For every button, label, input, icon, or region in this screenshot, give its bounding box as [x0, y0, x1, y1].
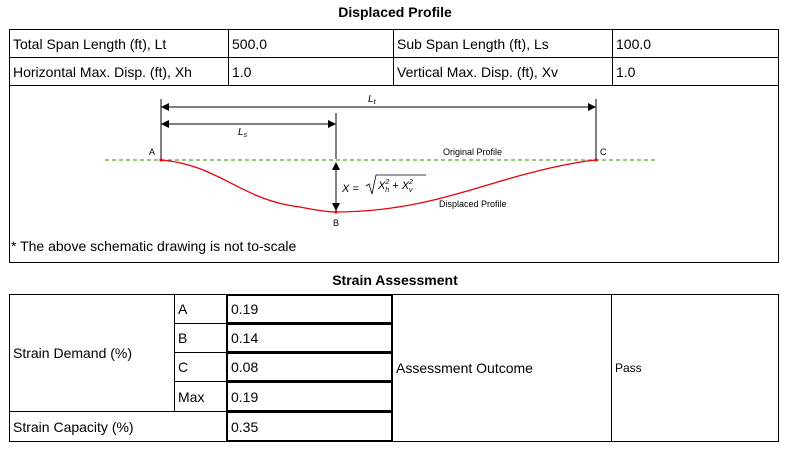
ls-label: $L_s$	[238, 127, 248, 139]
demand-point-b: B	[174, 323, 227, 353]
total-span-value: 500.0	[228, 29, 394, 58]
assessment-outcome-value: Pass	[611, 294, 779, 442]
point-c-label: C	[600, 147, 607, 157]
strain-capacity-value: 0.35	[226, 411, 393, 442]
point-a-label: A	[149, 147, 156, 157]
schematic-box	[9, 85, 779, 263]
demand-point-c: C	[174, 352, 227, 382]
sub-span-label: Sub Span Length (ft), Ls	[393, 29, 613, 58]
strain-capacity-label: Strain Capacity (%)	[9, 411, 227, 442]
original-profile-label: Original Profile	[443, 147, 503, 157]
point-a-dot	[159, 158, 162, 161]
not-to-scale-note: * The above schematic drawing is not to-scale	[11, 238, 297, 254]
strain-demand-label: Strain Demand (%)	[9, 294, 175, 412]
total-span-label: Total Span Length (ft), Lt	[9, 29, 229, 58]
point-b-dot	[334, 210, 337, 213]
demand-point-a: A	[174, 294, 227, 324]
strain-assessment-title: Strain Assessment	[332, 272, 458, 288]
demand-value-a: 0.19	[226, 294, 393, 324]
displaced-profile-label: Displaced Profile	[439, 199, 507, 209]
displaced-profile-title: Displaced Profile	[338, 4, 452, 20]
formula-lhs: X =	[342, 183, 359, 195]
schematic-diagram	[10, 85, 778, 261]
assessment-outcome-label: Assessment Outcome	[392, 294, 612, 442]
demand-point-max: Max	[174, 381, 227, 412]
sub-span-value: 100.0	[612, 29, 779, 58]
vertical-disp-value: 1.0	[612, 57, 779, 86]
horizontal-disp-label: Horizontal Max. Disp. (ft), Xh	[9, 57, 229, 86]
vertical-disp-label: Vertical Max. Disp. (ft), Xv	[393, 57, 613, 86]
horizontal-disp-value: 1.0	[228, 57, 394, 86]
lt-label: $L_t$	[368, 94, 376, 106]
point-b-label: B	[333, 218, 340, 228]
formula-radicand: $X^2$ $h + X^2$ v	[378, 179, 413, 194]
demand-value-b: 0.14	[226, 323, 393, 353]
point-c-dot	[594, 158, 597, 161]
demand-value-max: 0.19	[226, 381, 393, 412]
displacement-formula	[341, 175, 426, 195]
demand-value-c: 0.08	[226, 352, 393, 382]
